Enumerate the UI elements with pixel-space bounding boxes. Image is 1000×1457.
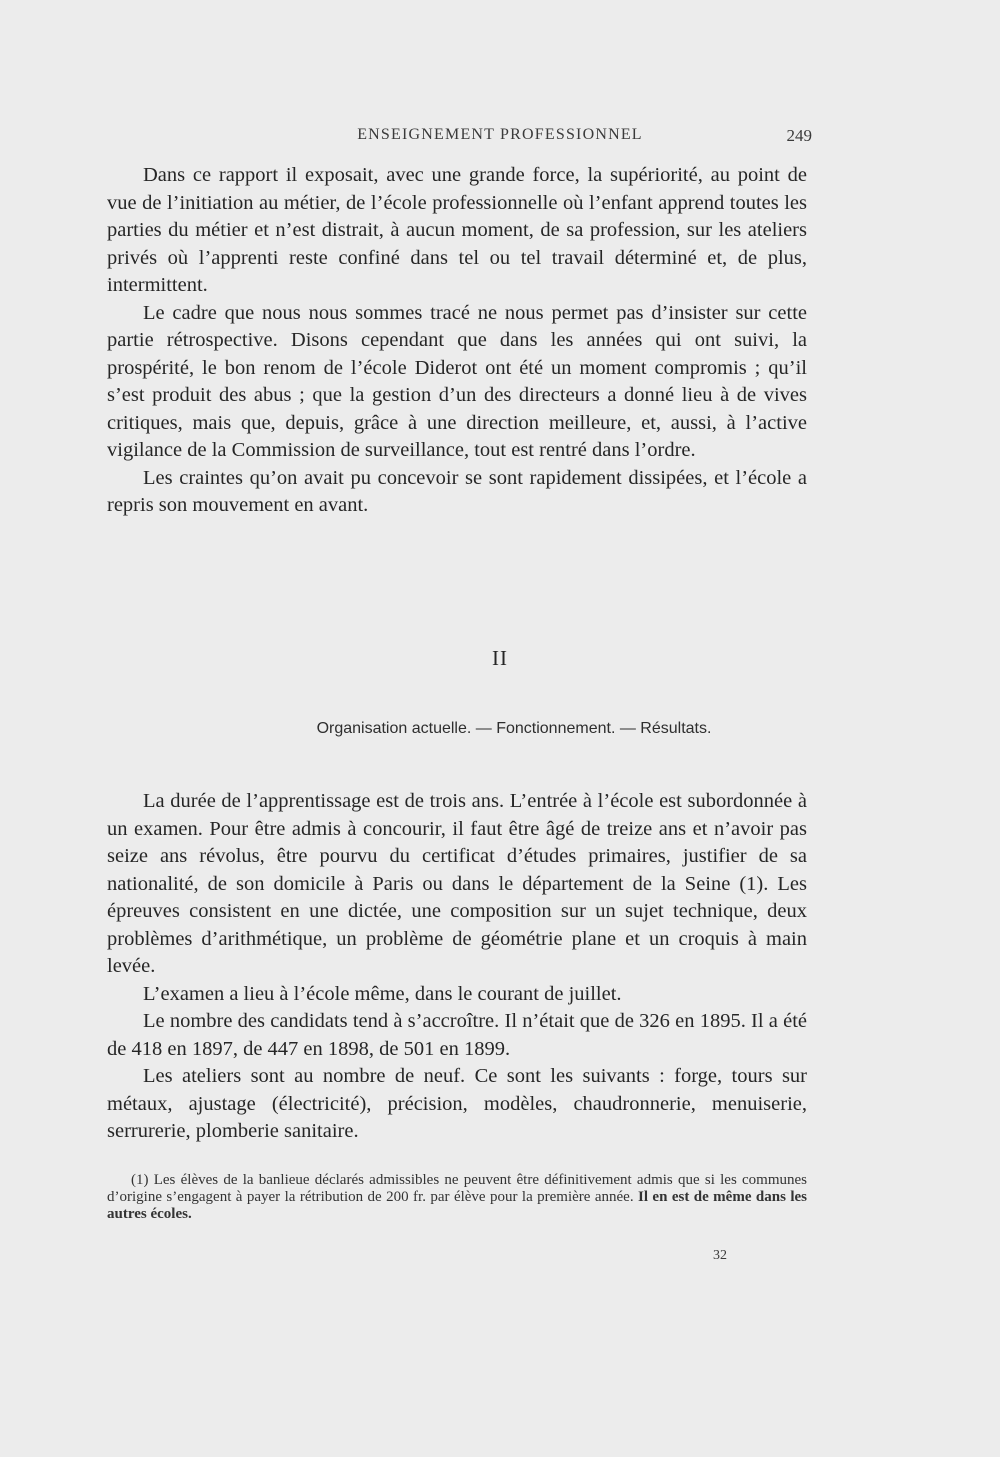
paragraph: La durée de l’apprentissage est de trois ans. L’entrée à l’école est subordonnée à un examen. Pour être admis à concourir, il faut être âgé de treize ans et n’avoir pas seize ans révolus, être pourvu du certificat d’études primaires, justifier de sa nationalité, de son domicile à Paris ou dans le département de la Seine (1). Les épreuves consistent en une dictée, une composition sur un sujet technique, deux problèmes d’arithmétique, un problème de géométrie plane et un croquis à main levée.: [107, 790, 807, 977]
paragraph: L’examen a lieu à l’école même, dans le courant de juillet.: [143, 982, 622, 1005]
paragraph: Dans ce rapport il exposait, avec une grande force, la supériorité, au point de vue de l’initiation au métier, de l’école professionnelle où l’enfant apprend toutes les parties du métier et n’est distrait, à aucun moment, de sa profession, sur les ateliers privés où l’apprenti reste confiné dans tel ou tel travail déterminé et, de plus, intermittent.: [107, 164, 807, 296]
footnote: [107, 1172, 807, 1223]
footnote-paragraph: [107, 1172, 807, 1223]
paragraph: Les craintes qu’on avait pu concevoir se sont rapidement dissipées, et l’école a repris son mouvement en avant.: [107, 466, 807, 516]
page-header: [0, 126, 1000, 152]
text-block-part1: [107, 162, 807, 520]
section-numeral: II: [492, 646, 508, 670]
signature-mark: 32: [713, 1248, 727, 1263]
footnote-bold-text: Il en est de même dans les autres écoles.: [107, 1189, 807, 1222]
page-number: 249: [786, 126, 812, 145]
footnote-text: (1) Les élèves de la banlieue déclarés admissibles ne peuvent être définitivement admis que si les communes d’origine s’engagent à payer la rétribution de 200 fr. par élève pour la première année.: [107, 1172, 807, 1205]
running-head: ENSEIGNEMENT PROFESSIONNEL: [357, 126, 643, 143]
section-subtitle: Organisation actuelle. — Fonctionnement. — Résultats.: [316, 720, 712, 737]
text-block-part2: [107, 788, 807, 1146]
paragraph: Le cadre que nous nous sommes tracé ne nous permet pas d’insister sur cette partie rétrospective. Disons cependant que dans les années qui ont suivi, la prospérité, le bon renom de l’école Diderot ont été un moment compromis ; qu’il s’est produit des abus ; que la gestion d’un des directeurs a donné lieu à de vives critiques, mais que, depuis, grâce à une direction meilleure, et, aussi, à l’active vigilance de la Commission de surveillance, tout est rentré dans l’ordre.: [107, 301, 807, 461]
paragraph: Les ateliers sont au nombre de neuf. Ce sont les suivants : forge, tours sur métaux, ajustage (électricité), précision, modèles, chaudronnerie, menuiserie, serrurerie, plomberie sanitaire.: [107, 1065, 807, 1142]
paragraph: Le nombre des candidats tend à s’accroître. Il n’était que de 326 en 1895. Il a été de 418 en 1897, de 447 en 1898, de 501 en 1899.: [107, 1010, 807, 1060]
